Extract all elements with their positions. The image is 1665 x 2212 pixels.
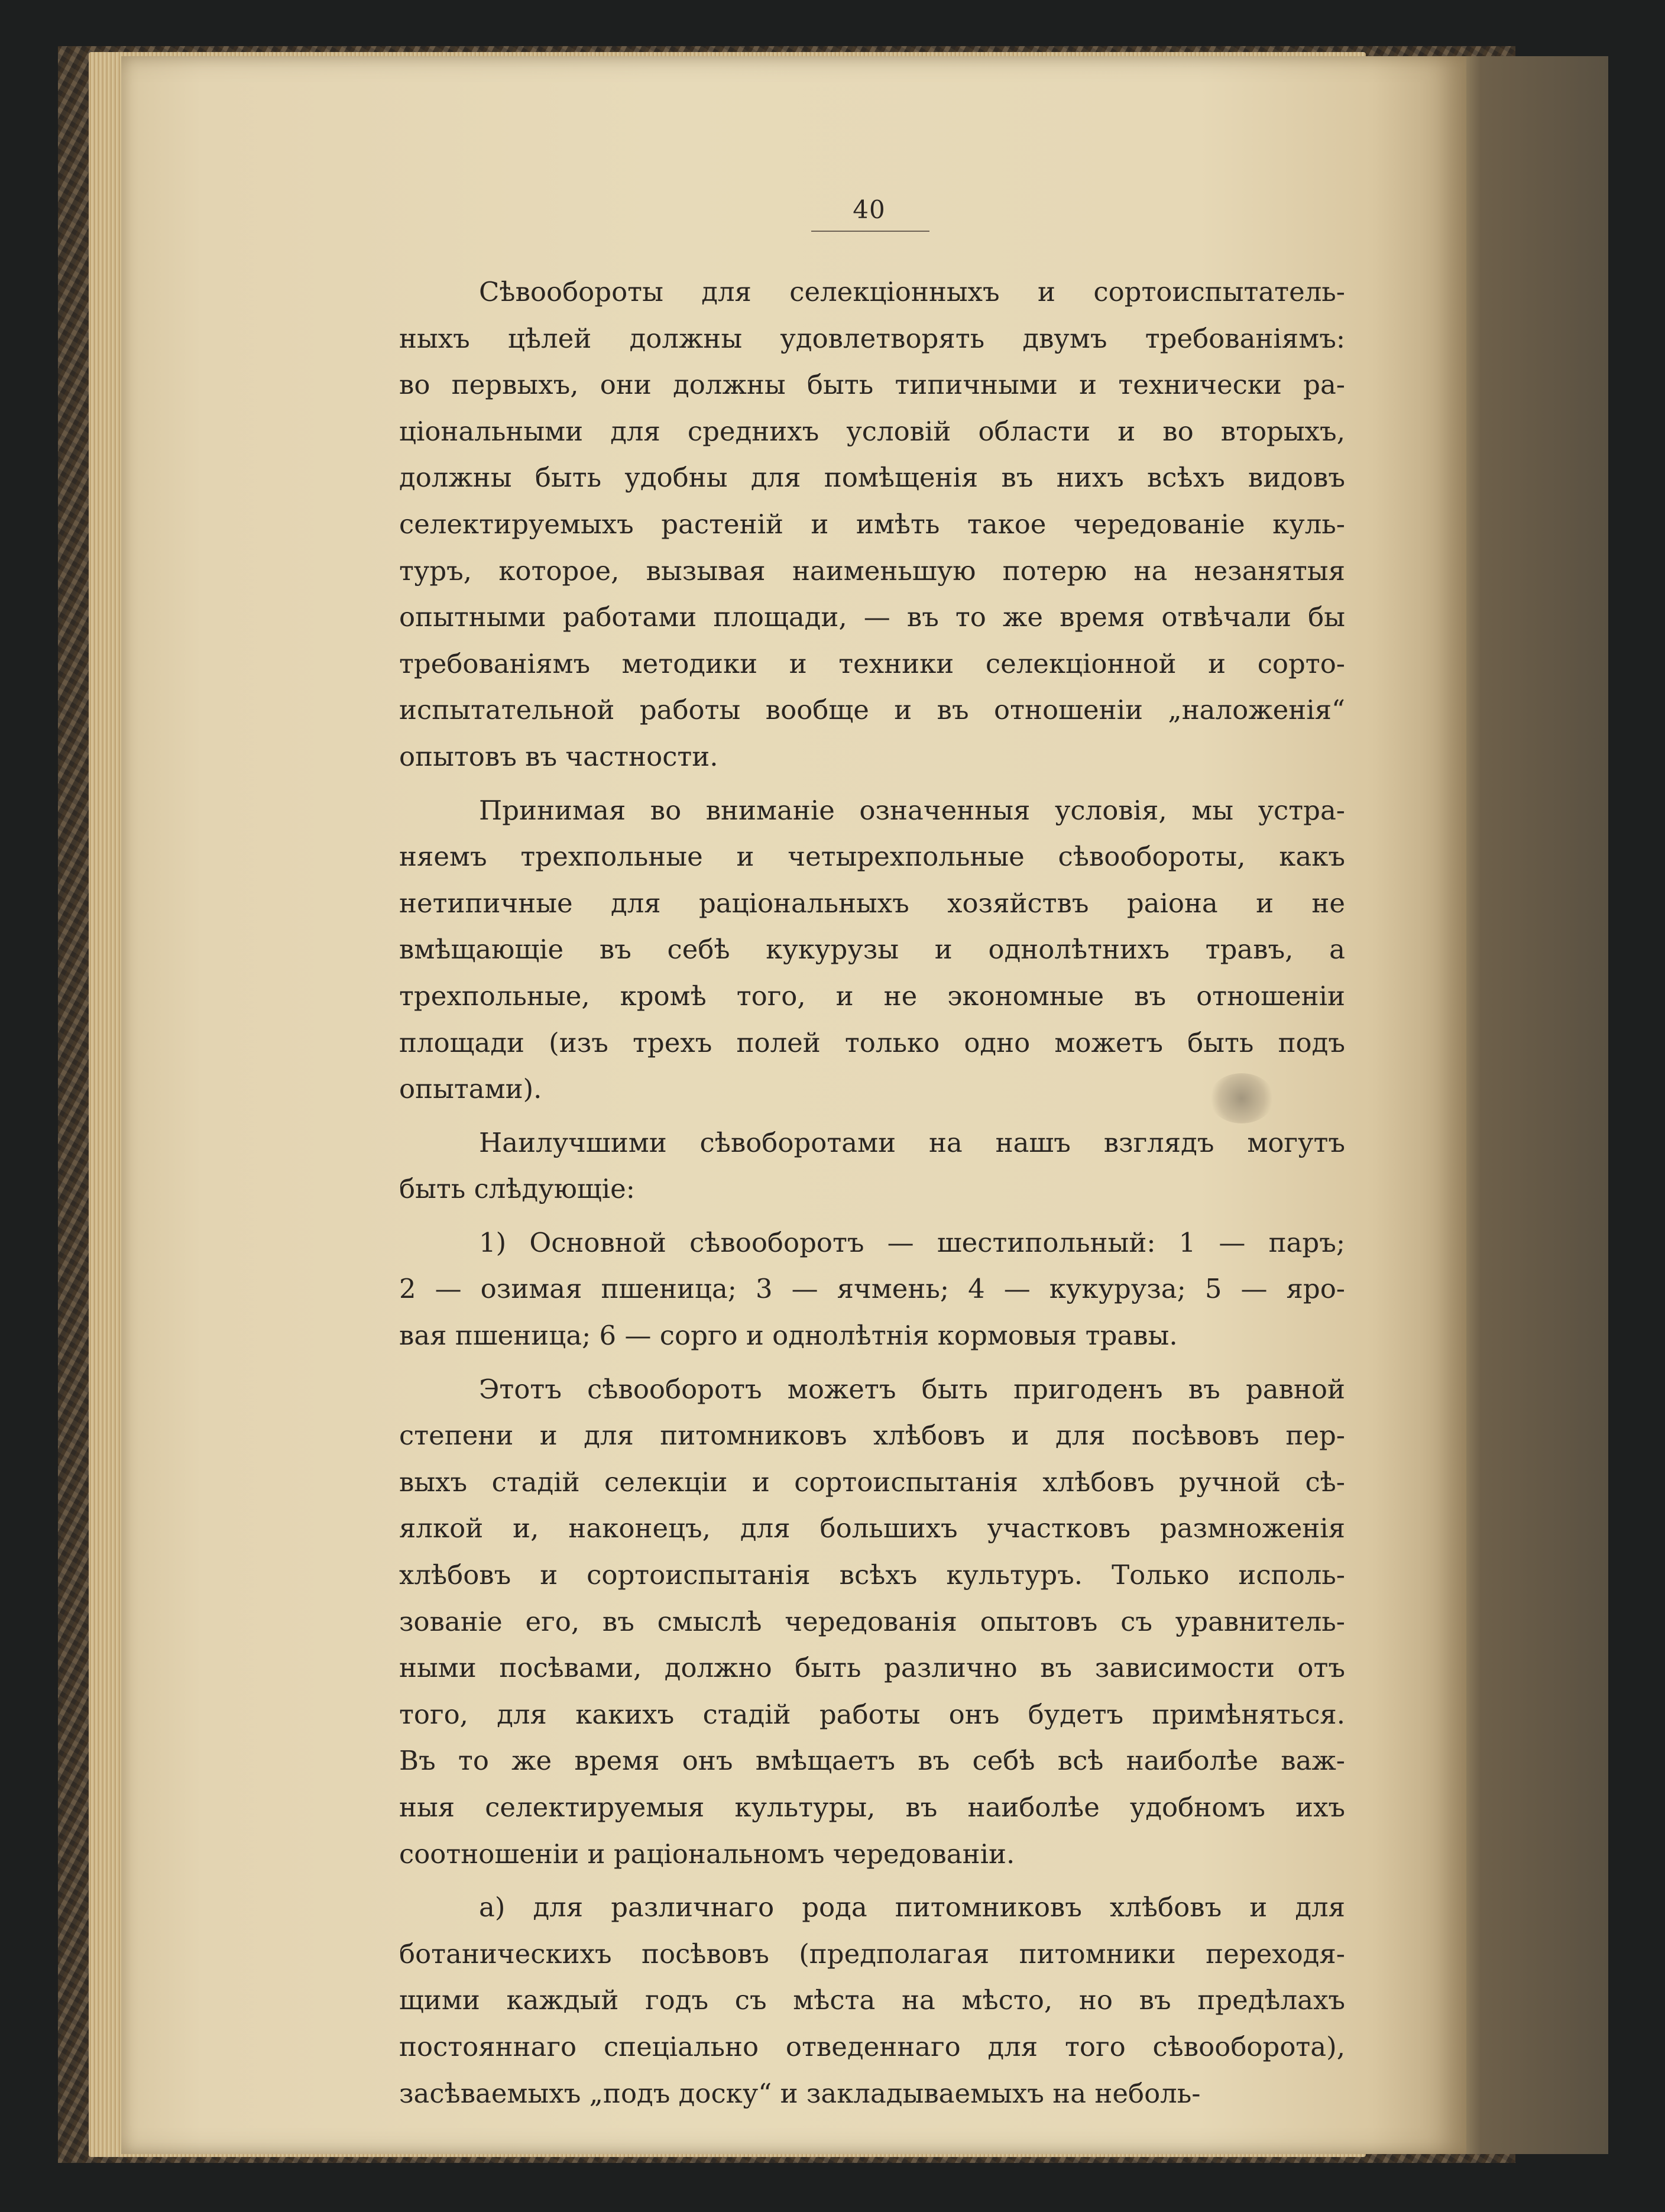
text-line: Въ то же время онъ вмѣщаетъ въ себѣ всѣ наиболѣе важ-	[399, 1745, 1345, 1777]
text-line: хлѣбовъ и сортоиспытанія всѣхъ культуръ. Только исполь-	[399, 1559, 1345, 1591]
text-line: нетипичные для раціональныхъ хозяйствъ раіона и не	[399, 887, 1345, 919]
text-line: ботаническихъ посѣвовъ (предполагая питомники переходя-	[399, 1938, 1345, 1970]
text-line: 2 — озимая пшеница; 3 — ячмень; 4 — кукуруза; 5 — яро-	[399, 1273, 1345, 1305]
text-line: соотношеніи и раціональномъ чередованіи.	[399, 1838, 1015, 1870]
paragraph	[399, 788, 1345, 1113]
paragraph	[399, 1366, 1345, 1878]
text-line: опытовъ въ частности.	[399, 740, 718, 772]
text-line: во первыхъ, они должны быть типичными и технически ра-	[399, 369, 1345, 401]
text-line: а) для различнаго рода питомниковъ хлѣбовъ и для	[479, 1892, 1345, 1923]
text-line: селектируемыхъ растеній и имѣть такое чередованіе куль-	[399, 508, 1345, 540]
paragraph	[399, 1220, 1345, 1359]
text-line: ныхъ цѣлей должны удовлетворять двумъ требованіямъ:	[399, 322, 1345, 354]
text-line: ныя селектируемыя культуры, въ наиболѣе удобномъ ихъ	[399, 1792, 1345, 1823]
text-line: вая пшеница; 6 — сорго и однолѣтнія кормовыя травы.	[399, 1320, 1178, 1352]
paragraph	[399, 1120, 1345, 1213]
text-line: быть слѣдующіе:	[399, 1173, 635, 1205]
text-line: щими каждый годъ съ мѣста на мѣсто, но въ предѣлахъ	[399, 1984, 1345, 2016]
page-number-rule	[811, 231, 929, 232]
text-line: вмѣщающіе въ себѣ кукурузы и однолѣтнихъ травъ, а	[399, 934, 1345, 966]
paragraph	[399, 269, 1345, 780]
text-line: ціональными для среднихъ условій области и во вторыхъ,	[399, 415, 1345, 447]
text-line: площади (изъ трехъ полей только одно можетъ быть подъ	[399, 1026, 1345, 1058]
facing-page-edge	[1466, 56, 1608, 2154]
text-line: испытательной работы вообще и въ отношеніи „наложенія“	[399, 694, 1345, 726]
text-line: опытными работами площади, — въ то же время отвѣчали бы	[399, 601, 1345, 633]
text-line: постояннаго спеціально отведеннаго для того сѣвооборота),	[399, 2030, 1345, 2062]
text-line: трехпольные, кромѣ того, и не экономные въ отношеніи	[399, 980, 1345, 1012]
text-line: няемъ трехпольные и четырехпольные сѣвообороты, какъ	[399, 841, 1345, 873]
text-line: зованіе его, въ смыслѣ чередованія опытовъ съ уравнитель-	[399, 1605, 1345, 1637]
text-line: Принимая во вниманіе означенныя условія, мы устра-	[479, 794, 1345, 826]
text-line: 1) Основной сѣвооборотъ — шестипольный: 1 — паръ;	[479, 1226, 1345, 1258]
text-line: ными посѣвами, должно быть различно въ зависимости отъ	[399, 1652, 1345, 1684]
body-text	[399, 269, 1345, 2124]
text-line: требованіямъ методики и техники селекціонной и сорто-	[399, 647, 1345, 679]
text-line: выхъ стадій селекціи и сортоиспытанія хлѣбовъ ручной сѣ-	[399, 1466, 1345, 1498]
text-line: ялкой и, наконецъ, для большихъ участковъ размноженія	[399, 1513, 1345, 1544]
text-line: степени и для питомниковъ хлѣбовъ и для посѣвовъ пер-	[399, 1420, 1345, 1452]
text-line: должны быть удобны для помѣщенія въ нихъ всѣхъ видовъ	[399, 462, 1345, 494]
text-line: того, для какихъ стадій работы онъ будетъ примѣняться.	[399, 1698, 1345, 1730]
text-line: Сѣвообороты для селекціонныхъ и сортоиспытатель-	[479, 276, 1345, 307]
paragraph	[399, 1884, 1345, 2117]
page-number: 40	[853, 195, 886, 224]
text-line: туръ, которое, вызывая наименьшую потерю на незанятыя	[399, 555, 1345, 587]
text-line: опытами).	[399, 1073, 542, 1105]
text-line: Наилучшими сѣвоборотами на нашъ взглядъ могутъ	[479, 1126, 1345, 1158]
text-line: Этотъ сѣвооборотъ можетъ быть пригоденъ въ равной	[479, 1373, 1345, 1405]
text-line: засѣваемыхъ „подъ доску“ и закладываемыхъ на неболь-	[399, 2077, 1201, 2109]
